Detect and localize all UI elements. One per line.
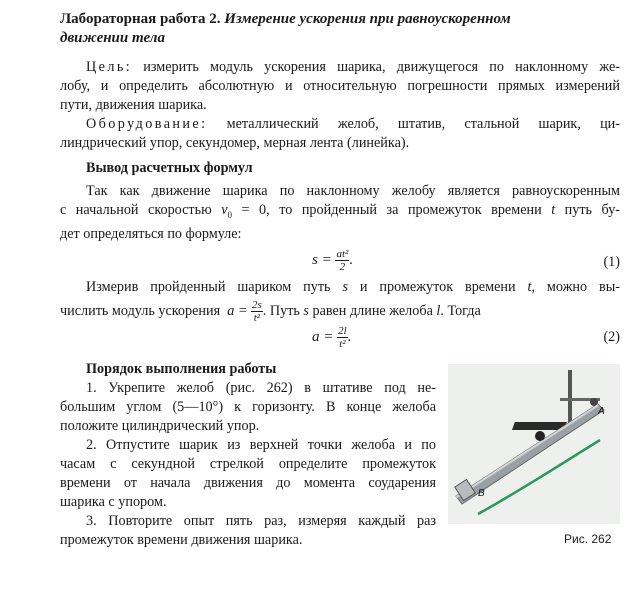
page	[60, 6, 620, 353]
equipment-line-1: Оборудование: металлический желоб, штатив, стальной шарик, ци-	[86, 116, 621, 132]
formula-2-number: (2)	[603, 328, 620, 345]
procedure-heading: Порядок выполнения работы	[86, 361, 277, 377]
goal-line-3: пути, движения шарика.	[60, 97, 207, 113]
step-1-line-1: 1. Укрепите желоб (рис. 262) в штативе под не-	[86, 380, 436, 396]
derivation-line-3: дет определяться по формуле:	[60, 225, 242, 242]
step-2-line-4: шарика с упором.	[60, 494, 167, 510]
figure-262	[448, 364, 620, 524]
derivation-heading: Вывод расчетных формул	[86, 160, 253, 176]
step-2-line-1: 2. Отпустите шарик из верхней точки желоба и по	[86, 437, 436, 453]
derivation-line-5: числить модуль ускорения a = $\frac{2s}{\text{t²}}$ . Путь s равен длине желоба l. Тогда	[60, 299, 481, 325]
step-3-line-1: 3. Повторите опыт пять раз, измеряя каждый раз	[86, 513, 436, 529]
lab-number: Лабораторная работа 2.	[60, 11, 225, 27]
step-3-line-2: промежуток времени движения шарика.	[60, 532, 303, 548]
label-b: B	[478, 488, 485, 499]
lab-title	[60, 10, 620, 29]
figure-caption: Рис. 262	[564, 532, 612, 546]
formula-1-number: (1)	[603, 253, 620, 270]
derivation-line-2: с начальной скоростью $v_0 = 0$, то пройденный за промежуток времени t путь бу-	[60, 202, 621, 220]
label-a: A	[598, 406, 605, 417]
equipment-label: Оборудование:	[86, 116, 208, 132]
step-1-line-3: положите цилиндрический упор.	[60, 418, 260, 434]
step-2-line-2: часам с секундной стрелкой определите промежуток	[60, 456, 436, 472]
goal-line-2: лобу, и определить абсолютную и относительную погрешности прямых измерений	[60, 78, 620, 94]
lab-title-main: Измерение ускорения при равноускоренном	[224, 11, 511, 27]
derivation-line-1: Так как движение шарика по наклонному желобу является равноускоренным	[86, 183, 620, 199]
equipment-line-2: линдрический упор, секундомер, мерная лента (линейка).	[60, 135, 410, 151]
derivation-line-4: Измерив пройденный шариком путь s и промежуток времени t, можно вы-	[86, 278, 620, 295]
step-2-line-3: времени от начала движения до момента соударения	[60, 475, 436, 491]
inclined-chute-illustration	[448, 364, 620, 524]
step-1-line-2: большим углом (5—10°) к горизонту. В конце желоба	[60, 399, 436, 415]
goal-label: Цель:	[86, 59, 133, 75]
goal-line-1: Цель: измерить модуль ускорения шарика, движущегося по наклонному же-	[86, 59, 620, 75]
formula-2: a = $\frac{2l}{\text{t²}}$ . (2)	[312, 324, 620, 350]
formula-1: s = $\frac{\text{at²}}{2}$ . (1)	[312, 247, 620, 273]
lab-title-cont: движении тела	[60, 30, 165, 46]
procedure-section	[60, 360, 436, 550]
